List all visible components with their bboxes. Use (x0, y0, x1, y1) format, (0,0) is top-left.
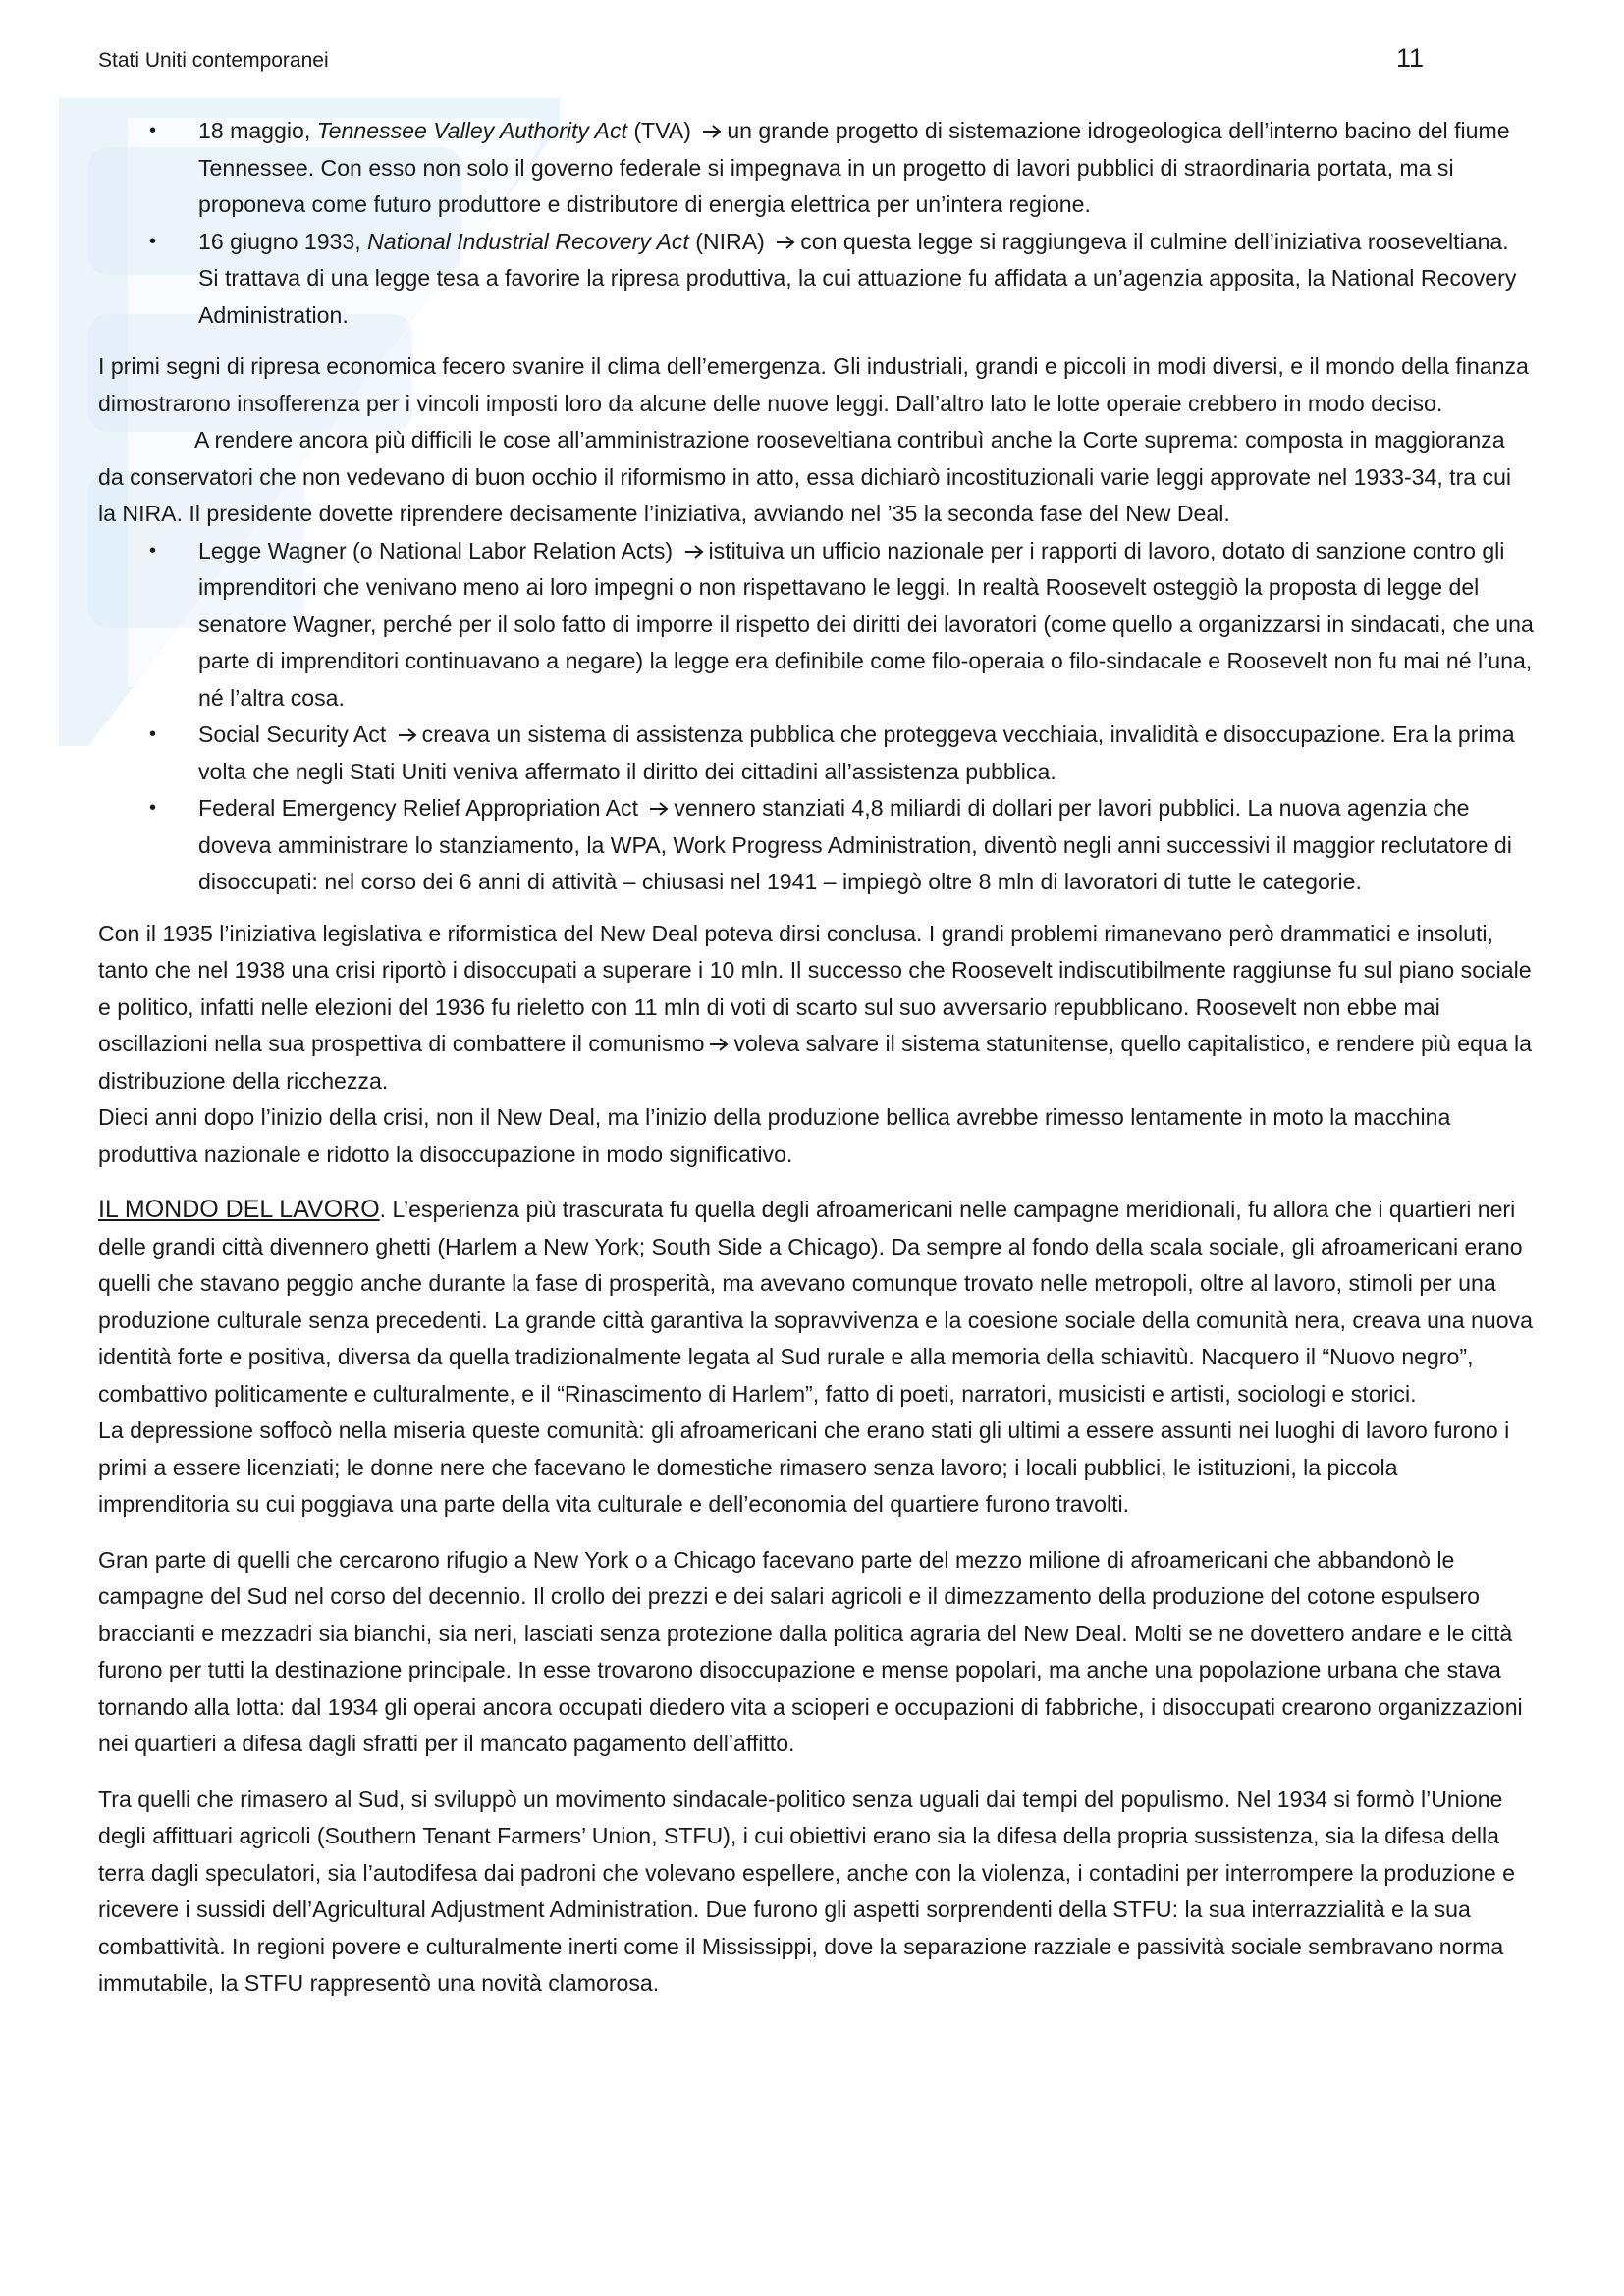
bullet-icon: • (149, 120, 157, 141)
paragraph-part: voleva salvare il sistema statunitense, quello capitalistico, e rendere più equa la distribuzione della ricchezza. (98, 1031, 1533, 1094)
item-law-name: Tennessee Valley Authority Act (316, 118, 627, 143)
item-acronym: (TVA) (626, 118, 698, 143)
bullet-icon: • (149, 723, 157, 745)
right-arrow-icon (648, 800, 670, 818)
list-item (98, 717, 1534, 790)
item-text: un grande progetto di sistemazione idrogeologica dell’interno bacino del fiume Tennessee. Con esso non solo il governo federale si impegnava in un progetto di lavori pubblici di straordinaria portata, ma si proponeva come futuro produttore e distributore di energia elettrica per un’intera regione. (198, 118, 1510, 217)
page-header (98, 39, 1424, 79)
list-item (98, 113, 1534, 224)
item-text: vennero stanziati 4,8 miliardi di dollari per lavori pubblici. La nuova agenzia che doveva amministrare lo stanziamento, la WPA, Work Progress Administration, diventò negli anni successivi il maggior reclutatore di disoccupati: nel corso dei 6 anni di attività – chiusasi nel 1941 – impiegò oltre 8 mln di lavoratori di tutte le categorie. (198, 795, 1512, 894)
paragraph: I primi segni di ripresa economica fecero svanire il clima dell’emergenza. Gli industriali, grandi e piccoli in modi diversi, e il mondo della finanza dimostrarono insofferenza per i vincoli imposti loro da alcune delle nuove leggi. Dall’altro lato le lotte operaie crebbero in modo deciso. (98, 353, 1529, 416)
right-arrow-icon (683, 543, 705, 561)
right-arrow-icon (775, 234, 796, 251)
item-date: 18 maggio, (198, 118, 317, 143)
list-item (98, 224, 1534, 335)
item-acronym: (NIRA) (688, 228, 772, 254)
item-text: istituiva un ufficio nazionale per i rapporti di lavoro, dotato di sanzione contro gli imprenditori che venivano meno ai loro impegni o non rispettavano le leggi. In realtà Roosevelt osteggiò la proposta di legge del senatore Wagner, perché per il solo fatto di imporre il rispetto dei diritti dei lavoratori (come quello a organizzarsi in sindacati, che una parte di imprenditori continuavano a negare) la legge era definibile come filo-operaia o filo-sindacale e Roosevelt non fu mai né l’una, né l’altra cosa. (198, 537, 1534, 711)
item-law-name: Federal Emergency Relief Appropriation Act (198, 795, 645, 821)
item-law-name: Legge Wagner (o National Labor Relation Acts) (198, 537, 679, 563)
section-heading: IL MONDO DEL LAVORO (98, 1196, 380, 1223)
paragraph: Dieci anni dopo l’inizio della crisi, non il New Deal, ma l’inizio della produzione bellica avrebbe rimesso lentamente in moto la macchina produttiva nazionale e ridotto la disoccupazione in modo significativo. (98, 1104, 1451, 1167)
item-text: con questa legge si raggiungeva il culmine dell’iniziativa rooseveltiana. Si trattava di una legge tesa a favorire la ripresa produttiva, la cui attuazione fu affidata a un’agenzia apposita, la National Recovery Administration. (198, 228, 1517, 328)
paragraph: Tra quelli che rimasero al Sud, si sviluppò un movimento sindacale-politico senza uguali dai tempi del populismo. Nel 1934 si formò l’Unione degli affittuari agricoli (Southern Tenant Farmers’ Union, STFU), i cui obiettivi erano sia la difesa della propria sussistenza, sia la difesa della terra dagli speculatori, sia l’autodifesa dai padroni che volevano espellere, anche con la violenza, i contadini per interrompere la produzione e ricevere i sussidi dell’Agricultural Adjustment Administration. Due furono gli aspetti sorprendenti della STFU: la sua interrazzialità e la sua combattività. In regioni povere e culturalmente inerti come il Mississippi, dove la separazione razziale e passività sociale sembravano norma immutabile, la STFU rappresentò una novità clamorosa. (98, 1786, 1515, 1996)
item-date: 16 giugno 1933, (198, 228, 368, 254)
bullet-list-1 (98, 113, 1534, 334)
paragraph: Gran parte di quelli che cercarono rifugio a New York o a Chicago facevano parte del mezzo milione di afroamericani che abbandonò le campagne del Sud nel corso del decennio. Il crollo dei prezzi e dei salari agricoli e il dimezzamento della produzione del cotone espulsero braccianti e mezzadri sia bianchi, sia neri, lasciati senza protezione dalla politica agraria del New Deal. Molti se ne dovettero andare e le città furono per tutti la destinazione principale. In esse trovarono disoccupazione e mense popolari, ma anche una popolazione urbana che stava tornando alla lotta: dal 1934 gli operai ancora occupati diedero vita a scioperi e occupazioni di fabbriche, i disoccupati crearono organizzazioni nei quartieri a difesa dagli sfratti per il mancato pagamento dell’affitto. (98, 1546, 1523, 1756)
main-content (98, 113, 1534, 2002)
section-text: . L’esperienza più trascurata fu quella degli afroamericani nelle campagne meridionali, fu allora che i quartieri neri delle grandi città divennero ghetti (Harlem a New York; South Side a Chicago). Da sempre al fondo della scala sociale, gli afroamericani erano quelli che stavano peggio anche durante la fase di prosperità, ma avevano comunque trovato nelle metropoli, oltre al lavoro, stimoli per una produzione culturale senza precedenti. La grande città garantiva la sopravvivenza e la coesione sociale della comunità nera, creava una nuova identità forte e positiva, diversa da quella tradizionalmente legata al Sud rurale e alla memoria della schiavitù. Nacquero il “Nuovo negro”, combattivo politicamente e culturalmente, e il “Rinascimento di Harlem”, fatto di poeti, narratori, musicisti e artisti, sociologi e storici. (98, 1197, 1533, 1407)
paragraph: La depressione soffocò nella miseria queste comunità: gli afroamericani che erano stati gli ultimi a essere assunti nei luoghi di lavoro furono i primi a essere licenziati; le donne nere che facevano le domestiche rimasero senza lavoro; i locali pubblici, le istituzioni, la piccola imprenditoria su cui poggiava una parte della vita culturale e dell’economia del quartiere furono travolti. (98, 1417, 1510, 1517)
list-item (98, 790, 1534, 901)
header-title: Stati Uniti contemporanei (98, 49, 329, 72)
right-arrow-icon (397, 726, 418, 744)
page-number: 11 (1395, 43, 1424, 73)
bullet-list-2 (98, 533, 1534, 901)
paragraph: A rendere ancora più difficili le cose all’amministrazione rooseveltiana contribuì anche la Corte suprema: composta in maggioranza da conservatori che non vedevano di buon occhio il riformismo in atto, essa dichiarò incostituzionali varie leggi approvate nel 1933-34, tra cui la NIRA. Il presidente dovette riprendere decisamente l’iniziativa, avviando nel ’35 la seconda fase del New Deal. (98, 427, 1512, 526)
bullet-icon: • (149, 539, 157, 561)
paragraph (98, 916, 1534, 1100)
right-arrow-icon (701, 123, 723, 140)
bullet-icon: • (149, 230, 157, 252)
right-arrow-icon (708, 1036, 730, 1053)
item-law-name: Social Security Act (198, 721, 393, 747)
bullet-icon: • (149, 797, 157, 819)
item-text: creava un sistema di assistenza pubblica che proteggeva vecchiaia, invalidità e disoccupazione. Era la prima volta che negli Stati Uniti veniva affermato il diritto dei cittadini all’assistenza pubblica. (198, 721, 1515, 784)
list-item (98, 533, 1534, 718)
item-law-name: National Industrial Recovery Act (367, 228, 689, 254)
paragraph-part: Con il 1935 l’iniziativa legislativa e riformistica del New Deal poteva dirsi conclusa. I grandi problemi rimanevano però drammatici e insoluti, tanto che nel 1938 una crisi riportò i disoccupati a superare i 10 mln. Il successo che Roosevelt indiscutibilmente raggiunse fu sul piano sociale e politico, infatti nelle elezioni del 1936 fu rieletto con 11 mln di voti di scarto sul suo avversario repubblicano. Roosevelt non ebbe mai oscillazioni nella sua prospettiva di combattere il comunismo (98, 920, 1532, 1056)
section-paragraph (98, 1192, 1534, 1413)
